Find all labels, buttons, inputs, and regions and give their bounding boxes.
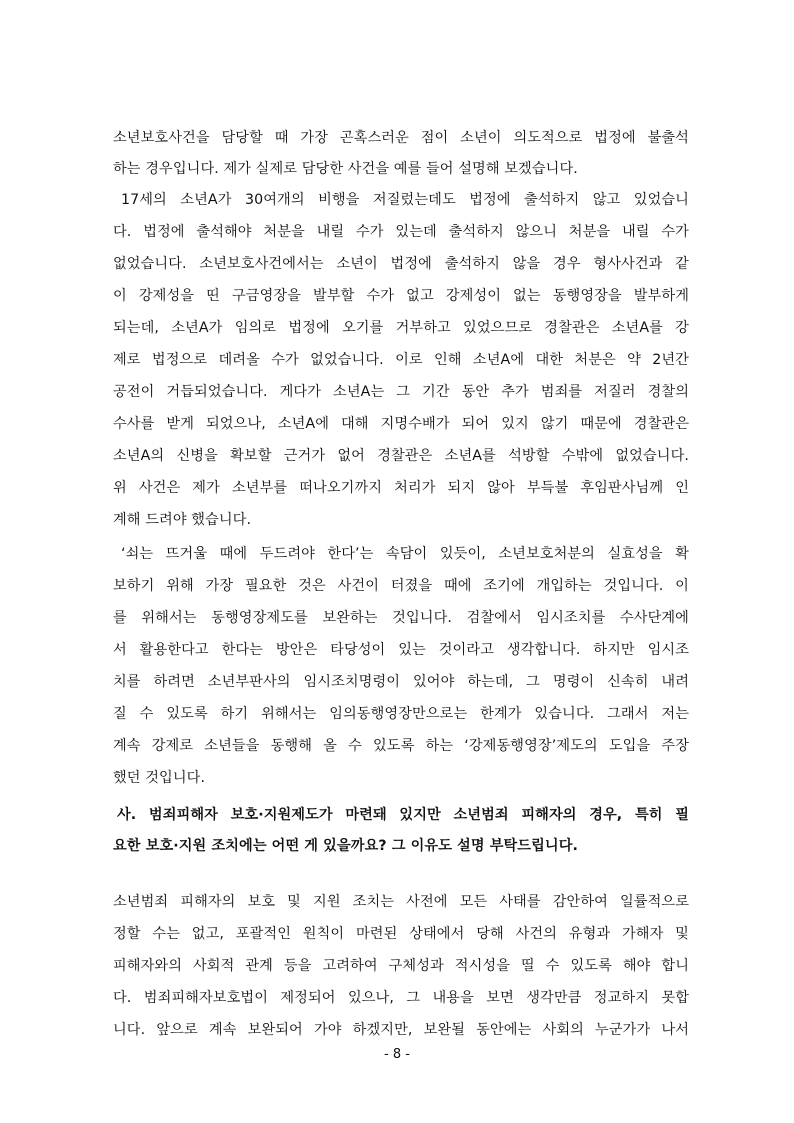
question-heading-line: 사. 범죄피해자 보호·지원제도가 마련돼 있지만 소년범죄 피해자의 경우, 특히 필 xyxy=(117,807,689,823)
text-line: 다. 법정에 출석해야 처분을 내릴 수가 있는데 출석하지 않으니 처분을 내릴 수가 xyxy=(113,224,689,240)
text-line: 하는 경우입니다. 제가 실제로 담당한 사건을 예를 들어 설명해 보겠습니다. xyxy=(113,161,578,177)
text-line: 17세의 소년A가 30여개의 비행을 저질렀는데도 법정에 출석하지 않고 있었습니 xyxy=(121,192,689,208)
text-line: 정할 수는 없고, 포괄적인 원칙이 마련된 상태에서 당해 사건의 유형과 가해자 및 xyxy=(113,926,689,942)
text-line: 다. 범죄피해자보호법이 제정되어 있으나, 그 내용을 보면 생각만큼 정교하지 못합 xyxy=(113,990,689,1006)
page-number: - 8 - xyxy=(384,1047,410,1062)
text-line: 니다. 앞으로 계속 보완되어 가야 하겠지만, 보완될 동안에는 사회의 누군가가 나서 xyxy=(113,1022,689,1038)
text-line: 되는데, 소년A가 임의로 법정에 오기를 거부하고 있었으므로 경찰관은 소년A를 강 xyxy=(113,320,689,336)
text-line: 위 사건은 제가 소년부를 떠나오기까지 처리가 되지 않아 부득불 후임판사님께 인 xyxy=(113,480,689,496)
text-line: 를 위해서는 동행영장제도를 보완하는 것입니다. 검찰에서 임시조치를 수사단계에 xyxy=(113,610,689,626)
text-line: 보하기 위해 가장 필요한 것은 사건이 터졌을 때에 조기에 개입하는 것입니다. 이 xyxy=(113,578,689,594)
text-line: 질 수 있도록 하기 위해서는 임의동행영장만으로는 한계가 있습니다. 그래서 저는 xyxy=(113,706,689,722)
text-line: 소년A의 신병을 확보할 근거가 없어 경찰관은 소년A를 석방할 수밖에 없었습니다. xyxy=(113,448,689,464)
text-line: 공전이 거듭되었습니다. 게다가 소년A는 그 기간 동안 추가 범죄를 저질러 경찰의 xyxy=(113,384,689,400)
text-line: 수사를 받게 되었으나, 소년A에 대해 지명수배가 되어 있지 않기 때문에 경찰관은 xyxy=(113,416,689,432)
question-heading-line: 요한 보호·지원 조치에는 어떤 게 있을까요? 그 이유도 설명 부탁드립니다. xyxy=(113,838,579,854)
text-line: 서 활용한다고 한다는 방안은 타당성이 있는 것이라고 생각합니다. 하지만 임시조 xyxy=(113,642,689,658)
text-line: 제로 법정으로 데려올 수가 없었습니다. 이로 인해 소년A에 대한 처분은 약 2년간 xyxy=(113,352,689,368)
text-line: 계해 드려야 했습니다. xyxy=(113,512,252,528)
text-line: 없었습니다. 소년보호사건에서는 소년이 법정에 출석하지 않을 경우 형사사건과 같 xyxy=(113,256,689,272)
text-line: 소년범죄 피해자의 보호 및 지원 조치는 사전에 모든 사태를 감안하여 일률적으로 xyxy=(113,894,689,910)
text-line: 치를 하려면 소년부판사의 임시조치명령이 있어야 하는데, 그 명령이 신속히 내려 xyxy=(113,674,689,690)
text-line: ‘쇠는 뜨거울 때에 두드려야 한다’는 속담이 있듯이, 소년보호처분의 실효성을 확 xyxy=(121,546,689,562)
text-line: 했던 것입니다. xyxy=(113,770,206,786)
text-line: 이 강제성을 띤 구금영장을 발부할 수가 없고 강제성이 없는 동행영장을 발부하게 xyxy=(113,288,689,304)
text-line: 계속 강제로 소년들을 동행해 올 수 있도록 하는 ‘강제동행영장’제도의 도입을 주장 xyxy=(113,738,689,754)
text-line: 소년보호사건을 담당할 때 가장 곤혹스러운 점이 소년이 의도적으로 법정에 불출석 xyxy=(113,130,689,146)
text-line: 피해자와의 사회적 관계 등을 고려하여 구체성과 적시성을 띨 수 있도록 해야 합니 xyxy=(113,958,689,974)
